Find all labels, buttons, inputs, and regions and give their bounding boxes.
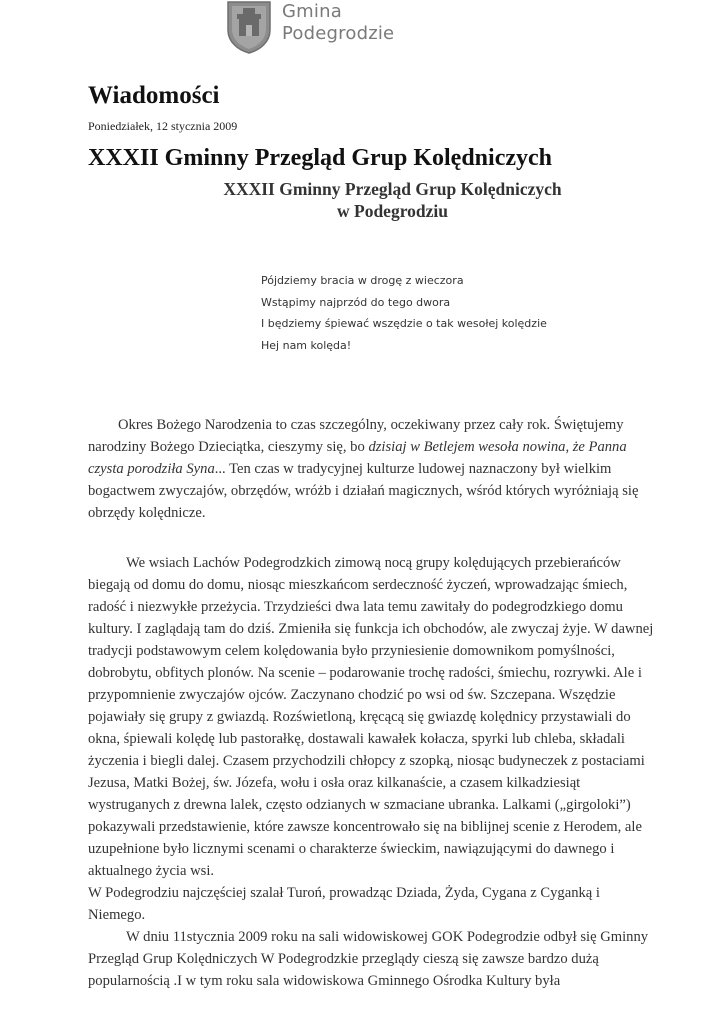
logo-line-1: Gmina — [282, 1, 342, 22]
poem — [261, 270, 547, 357]
subtitle-line-2: w Podegrodziu — [337, 201, 448, 221]
article-date: Poniedziałek, 12 stycznia 2009 — [88, 119, 238, 133]
paragraph-1-text-b: ... Ten czas w tradycyjnej kulturze ludowej naznaczony był wielkim bogactwem zwyczajów, obrzędów, wróżb i działań magicznych, wśród których wyróżniają się obrzędy kolędnicze. — [88, 461, 639, 521]
coat-of-arms-icon — [226, 0, 272, 54]
site-logo[interactable] — [226, 0, 394, 54]
paragraph-1-italic: dzisiaj w Betlejem wesoła nowina, że Panna czysta porodziła Syna — [88, 439, 627, 477]
poem-line: Hej nam kolęda! — [261, 339, 352, 353]
paragraph-1 — [88, 414, 658, 524]
article-title[interactable]: XXXII Gminny Przegląd Grup Kolędniczych — [88, 145, 553, 171]
poem-line: Pójdziemy bracia w drogę z wieczora — [261, 274, 464, 287]
article-body — [88, 552, 658, 992]
subtitle-line-1: XXXII Gminny Przegląd Grup Kolędniczych — [223, 179, 562, 199]
article-subtitle — [190, 178, 595, 222]
logo-line-2: Podegrodzie — [282, 23, 395, 44]
section-title: Wiadomości — [88, 82, 220, 109]
paragraph-1-text-a: Okres Bożego Narodzenia to czas szczególny, oczekiwany przez cały rok. Świętujemy narodziny Bożego Dzieciątka, cieszymy się, bo — [88, 417, 624, 455]
paragraph-3: W Podegrodziu najczęściej szalał Turoń, prowadząc Dziada, Żyda, Cygana z Cyganką i Niemego. — [88, 885, 600, 923]
paragraph-4: W dniu 11stycznia 2009 roku na sali widowiskowej GOK Podegrodzie odbył się Gminny Przegląd Grup Kolędniczych W Podegrodzkie przeglądy cieszą się zawsze bardzo dużą popularnością .I w tym roku sala widowiskowa Gminnego Ośrodka Kultury była — [88, 929, 649, 989]
paragraph-2: We wsiach Lachów Podegrodzkich zimową nocą grupy kolędujących przebierańców biegają od domu do domu, niosąc mieszkańcom serdeczność życzeń, wprowadzając śmiech, radość i niezwykłe przeżycia. Trzydzieści dwa lata temu zawitały do podegrodzkiego domu kultury. I zaglądają tam do dziś. Zmieniła się funkcja ich obchodów, ale zwyczaj żyje. W dawnej tradycji podstawowym celem kolędowania było przyniesienie domownikom pomyślności, dobrobytu, obfitych plonów. Na scenie – podarowanie trochę radości, śmiechu, rozrywki. Ale i przypomnienie zwyczajów ojców. Zaczynano chodzić po wsi od św. Szczepana. Wszędzie pojawiały się grupy z gwiazdą. Rozświetloną, kręcącą się gwiazdę kolędnicy przystawiali do okna, śpiewali kolędę lub pastorałkę, dostawali kawałek kołacza, spyrki lub chleba, składali życzenia i biegli dalej. Czasem przychodzili chłopcy z szopką, niosąc budyneczek z postaciami Jezusa, Matki Bożej, św. Józefa, wołu i osła oraz kilkanaście, a czasem kilkadziesiąt wystruganych z drewna lalek, często odzianych w szmaciane ubranka. Lalkami („girgoloki”) pokazywali przedstawienie, które zawsze koncentrowało się na biblijnej scenie z Herodem, ale uzupełnione było licznymi scenami o charakterze świeckim, nawiązującymi do dawnego i aktualnego życia wsi. — [88, 555, 654, 879]
poem-line: Wstąpimy najprzód do tego dwora — [261, 295, 451, 309]
poem-line: I będziemy śpiewać wszędzie o tak wesołej kolędzie — [261, 317, 547, 331]
